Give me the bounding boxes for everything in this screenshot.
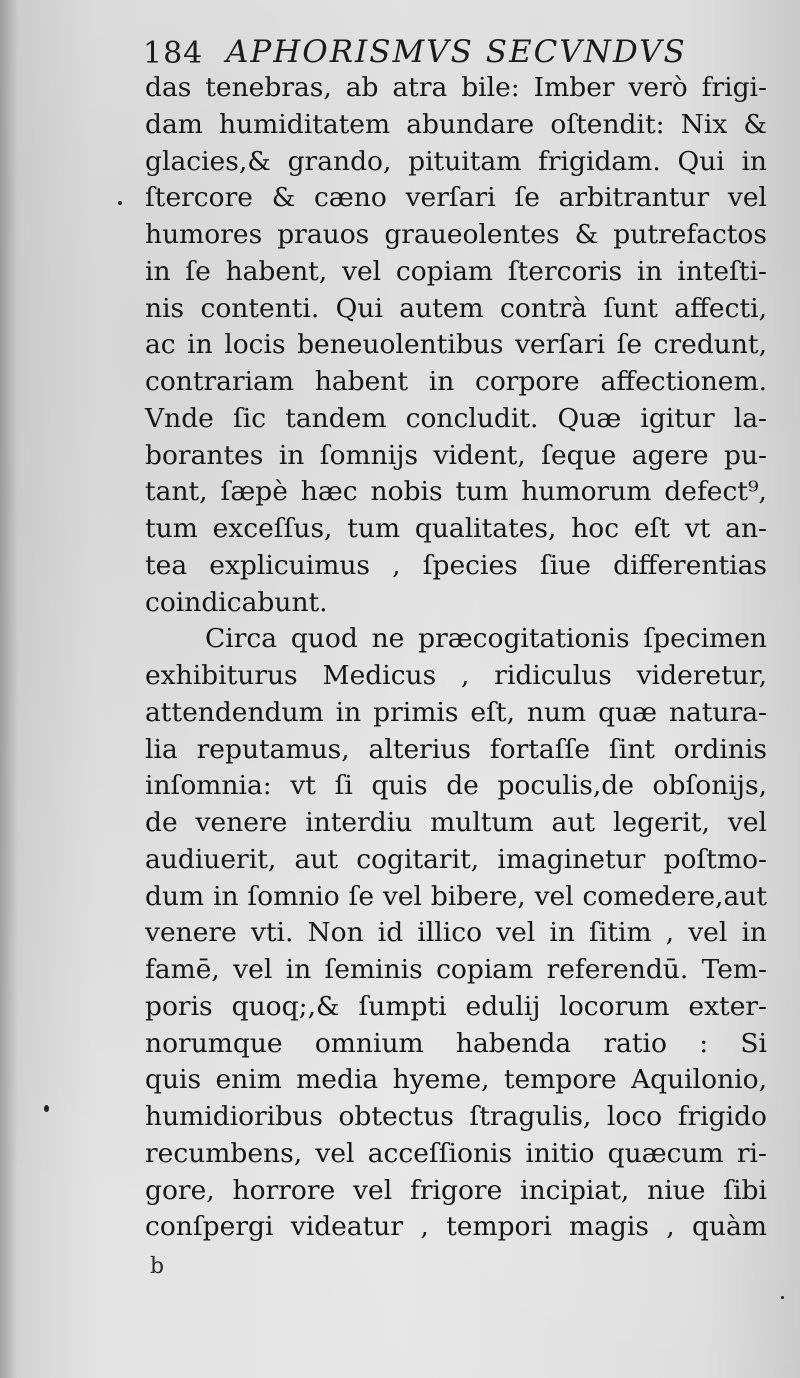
ink-speck xyxy=(44,1105,49,1112)
text-line: tea explicuimus , ſpecies ſiue differentias xyxy=(145,549,767,581)
text-line: tant, ſæpè hæc nobis tum humorum defect⁹, xyxy=(145,476,767,508)
catchword: b xyxy=(150,1254,165,1279)
text-line: contrariam habent in corpore affectionem. xyxy=(145,366,767,397)
text-line: conſpergi videatur , tempori magis , quàm xyxy=(145,1211,767,1243)
text-line: audiuerit, aut cogitarit, imaginetur poſtmo- xyxy=(145,843,767,875)
text-line: nis contenti. Qui autem contrà ſunt affecti, xyxy=(145,292,767,324)
paragraph-1 xyxy=(145,70,767,621)
ink-speck xyxy=(118,201,122,205)
text-line: dam humiditatem abundare oſtendit: Nix & xyxy=(145,108,767,140)
text-line: coindicabunt. xyxy=(145,586,328,618)
body-text xyxy=(145,70,767,1246)
page-number: 184 xyxy=(143,36,204,71)
text-line: gore, horrore vel frigore incipiat, niue ſibi xyxy=(145,1174,767,1206)
text-line: ſtercore & cæno verſari ſe arbitrantur vel xyxy=(145,182,767,214)
ink-speck xyxy=(781,1296,784,1299)
text-line: in ſe habent, vel copiam ſtercoris in inteſti- xyxy=(145,255,767,287)
text-line: exhibiturus Medicus , ridiculus videretur, xyxy=(145,660,767,691)
text-line: ac in locis beneuolentibus verſari ſe credunt, xyxy=(145,329,767,361)
text-line: venere vti. Non id illico vel in ſitim , vel in xyxy=(145,917,767,949)
text-line: das tenebras, ab atra bile: Imber verò frigi- xyxy=(145,72,767,103)
text-line: lia reputamus, alterius fortaſſe ſint ordinis xyxy=(145,733,767,765)
text-line: attendendum in primis eſt, num quæ natura- xyxy=(145,696,767,728)
text-line: famē, vel in ſeminis copiam referendū. Tem- xyxy=(145,954,767,985)
text-line: Vnde ſic tandem concludit. Quæ igitur la- xyxy=(145,402,767,434)
text-line: dum in ſomnio ſe vel bibere, vel comedere,aut xyxy=(145,880,767,912)
text-line: poris quoq;,& ſumpti edulij locorum exter- xyxy=(145,990,767,1022)
text-line: inſomnia: vt ſi quis de poculis,de obſonijs, xyxy=(145,770,767,802)
page-header xyxy=(143,28,783,76)
text-line: de venere interdiu multum aut legerit, vel xyxy=(145,807,767,838)
paragraph-2 xyxy=(145,621,767,1246)
text-line: recumbens, vel acceſſionis initio quæcum ri- xyxy=(145,1137,767,1169)
text-line: Circa quod ne præcogitationis ſpecimen xyxy=(205,623,767,655)
text-line: glacies,& grando, pituitam frigidam. Qui in xyxy=(145,145,767,177)
text-line: tum exceſſus, tum qualitates, hoc eſt vt an- xyxy=(145,513,767,544)
text-line: humores prauos graueolentes & putrefactos xyxy=(145,219,767,250)
text-line: quis enim media hyeme, tempore Aquilonio, xyxy=(145,1064,767,1096)
text-line: humidioribus obtectus ſtragulis, loco frigido xyxy=(145,1101,767,1132)
text-line: norumque omnium habenda ratio : Si xyxy=(145,1027,767,1059)
gutter-shadow xyxy=(0,0,18,1378)
running-head: APHORISMVS SECVNDVS xyxy=(226,34,687,70)
text-line: borantes in ſomnijs vident, ſeque agere pu- xyxy=(145,439,767,471)
